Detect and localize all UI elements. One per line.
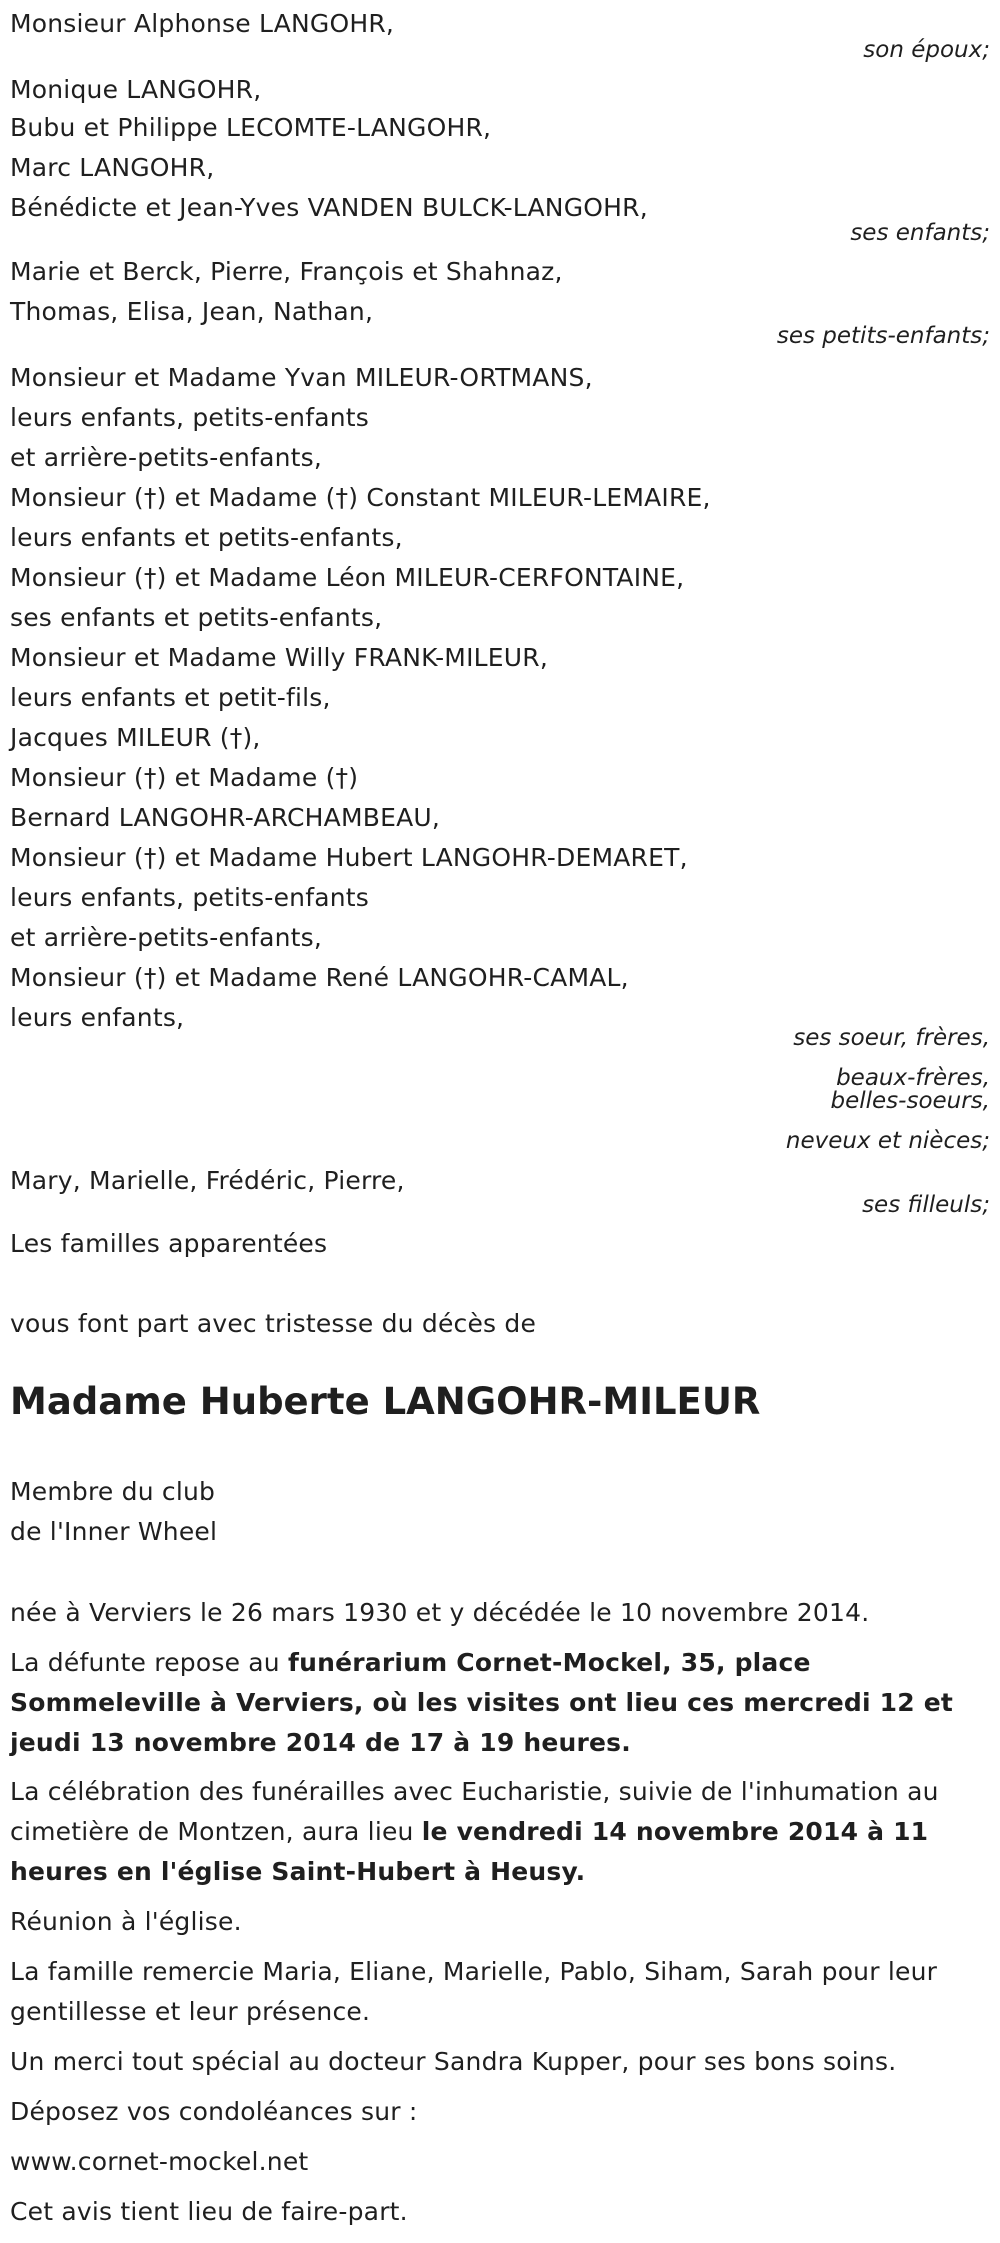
website-link[interactable]: www.cornet-mockel.net (10, 2147, 309, 2176)
repose-location: funérarium Cornet-Mockel, 35, place (288, 1648, 811, 1677)
sibling-line: Monsieur (†) et Madame René LANGOHR-CAMAL, (10, 963, 629, 992)
birth-death-line: née à Verviers le 26 mars 1930 et y décédée le 10 novembre 2014. (10, 1598, 870, 1627)
repose-line (10, 1723, 631, 1763)
announcement: vous font part avec tristesse du décès de (10, 1309, 537, 1338)
special-thanks-line: Un merci tout spécial au docteur Sandra Kupper, pour ses bons soins. (10, 2047, 897, 2076)
sibling-line: Jacques MILEUR (†), (10, 723, 261, 752)
child-line: Marc LANGOHR, (10, 153, 215, 182)
repose-dates: jeudi 13 novembre 2014 de 17 à 19 heures. (10, 1728, 631, 1757)
child-line: Bénédicte et Jean-Yves VANDEN BULCK-LANGOHR, (10, 193, 648, 222)
notice-line: Cet avis tient lieu de faire-part. (10, 2197, 408, 2226)
sibling-line: Monsieur (†) et Madame Hubert LANGOHR-DEMARET, (10, 843, 688, 872)
repose-line (10, 1643, 811, 1683)
child-line: Bubu et Philippe LECOMTE-LANGOHR, (10, 113, 492, 142)
sibling-line: Bernard LANGOHR-ARCHAMBEAU, (10, 803, 441, 832)
deceased-name: Madame Huberte LANGOHR-MILEUR (10, 1380, 761, 1423)
sibling-line: leurs enfants, (10, 1003, 185, 1032)
ceremony-date: le vendredi 14 novembre 2014 à 11 (421, 1817, 929, 1846)
child-line: Monique LANGOHR, (10, 75, 262, 104)
siblings-role: neveux et nièces; (785, 1128, 990, 1154)
sibling-line: Monsieur (†) et Madame Léon MILEUR-CERFONTAINE, (10, 563, 685, 592)
siblings-role: beaux-frères, (836, 1065, 990, 1091)
sibling-line: ses enfants et petits-enfants, (10, 603, 383, 632)
sibling-line: Monsieur (†) et Madame (†) Constant MILEUR-LEMAIRE, (10, 483, 711, 512)
thanks-line: La famille remercie Maria, Eliane, Marielle, Pablo, Siham, Sarah pour leur (10, 1957, 938, 1986)
relatives-line: Les familles apparentées (10, 1229, 328, 1258)
ceremony-line (10, 1812, 928, 1852)
sibling-line: leurs enfants, petits-enfants (10, 883, 369, 912)
reunion-line: Réunion à l'église. (10, 1907, 242, 1936)
ceremony-line: La célébration des funérailles avec Eucharistie, suivie de l'inhumation au (10, 1777, 939, 1806)
repose-intro: La défunte repose au (10, 1648, 289, 1677)
sibling-line: Monsieur et Madame Yvan MILEUR-ORTMANS, (10, 363, 593, 392)
ceremony-line (10, 1852, 585, 1892)
membership-line: Membre du club (10, 1477, 216, 1506)
spouse-role: son époux; (863, 37, 990, 63)
repose-line (10, 1683, 953, 1723)
sibling-line: et arrière-petits-enfants, (10, 443, 323, 472)
sibling-line: Monsieur et Madame Willy FRANK-MILEUR, (10, 643, 548, 672)
ceremony-church: heures en l'église Saint-Hubert à Heusy. (10, 1857, 586, 1886)
sibling-line: leurs enfants, petits-enfants (10, 403, 369, 432)
grandchildren-role: ses petits-enfants; (776, 323, 990, 349)
grandchild-line: Marie et Berck, Pierre, François et Shahnaz, (10, 257, 563, 286)
godchildren-role: ses filleuls; (862, 1192, 990, 1218)
membership-line: de l'Inner Wheel (10, 1517, 218, 1546)
repose-details: Sommeleville à Verviers, où les visites ont lieu ces mercredi 12 et (10, 1688, 954, 1717)
condolences-label: Déposez vos condoléances sur : (10, 2097, 418, 2126)
sibling-line: leurs enfants et petit-fils, (10, 683, 331, 712)
sibling-line: et arrière-petits-enfants, (10, 923, 323, 952)
siblings-role: belles-soeurs, (830, 1088, 990, 1114)
sibling-line: leurs enfants et petits-enfants, (10, 523, 403, 552)
thanks-line: gentillesse et leur présence. (10, 1997, 371, 2026)
spouse-name: Monsieur Alphonse LANGOHR, (10, 9, 395, 38)
sibling-line: Monsieur (†) et Madame (†) (10, 763, 359, 792)
grandchild-line: Thomas, Elisa, Jean, Nathan, (10, 297, 374, 326)
godchildren-line: Mary, Marielle, Frédéric, Pierre, (10, 1166, 405, 1195)
children-role: ses enfants; (850, 220, 990, 246)
siblings-role: ses soeur, frères, (793, 1025, 990, 1051)
ceremony-place: cimetière de Montzen, aura lieu (10, 1817, 422, 1846)
